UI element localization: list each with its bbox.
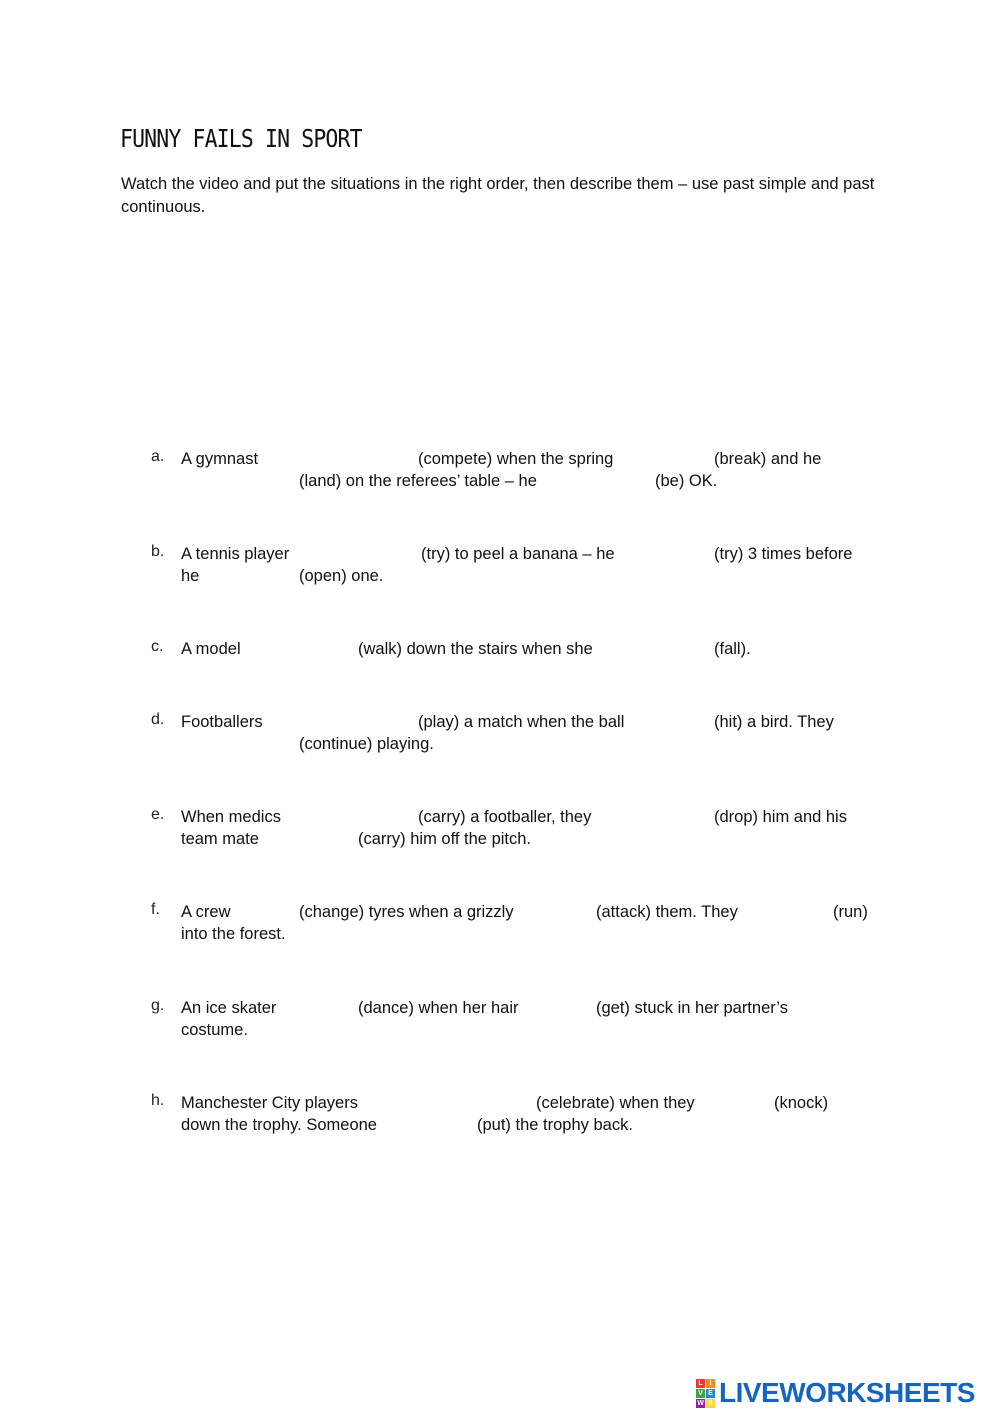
item-text: down the trophy. Someone bbox=[181, 1116, 377, 1134]
item-text: (attack) them. They bbox=[596, 903, 738, 921]
item-text: (land) on the referees’ table – he bbox=[299, 472, 537, 490]
item-text: Footballers bbox=[181, 713, 263, 731]
answer-input[interactable] bbox=[610, 807, 714, 829]
item-text: (try) to peel a banana – he bbox=[421, 545, 615, 563]
answer-input[interactable] bbox=[303, 544, 420, 566]
logo-tile: W bbox=[697, 1399, 704, 1407]
exercise-item-f bbox=[0, 901, 1000, 947]
item-text: (celebrate) when they bbox=[536, 1094, 695, 1112]
item-letter: b. bbox=[151, 543, 165, 560]
item-text: A crew bbox=[181, 903, 231, 921]
item-text: into the forest. bbox=[181, 925, 286, 943]
answer-input[interactable] bbox=[636, 544, 714, 566]
logo-text: LIVEWORKSHEETS bbox=[719, 1377, 975, 1408]
item-text: A gymnast bbox=[181, 450, 259, 468]
answer-input[interactable] bbox=[374, 1093, 536, 1115]
item-text: A model bbox=[181, 640, 241, 658]
answer-input[interactable] bbox=[529, 902, 595, 924]
item-letter: g. bbox=[151, 997, 165, 1014]
item-text: he bbox=[181, 567, 200, 585]
answer-input[interactable] bbox=[616, 639, 714, 661]
item-text: (get) stuck in her partner’s bbox=[596, 999, 788, 1017]
item-text: costume. bbox=[181, 1021, 248, 1039]
item-text: (carry) him off the pitch. bbox=[358, 830, 532, 848]
answer-input[interactable] bbox=[181, 734, 298, 756]
item-text: (try) 3 times before bbox=[714, 545, 853, 563]
instructions: Watch the video and put the situations in the right order, then describe them – use past simple and past continuous. bbox=[121, 175, 875, 216]
item-text: (dance) when her hair bbox=[358, 999, 519, 1017]
answer-input[interactable] bbox=[289, 998, 357, 1020]
answer-input[interactable] bbox=[272, 829, 357, 851]
item-text: (carry) a footballer, they bbox=[418, 808, 592, 826]
item-text: (compete) when the spring bbox=[418, 450, 614, 468]
item-text: (continue) playing. bbox=[299, 735, 434, 753]
item-text: When medics bbox=[181, 808, 281, 826]
answer-input[interactable] bbox=[181, 471, 298, 493]
answer-input[interactable] bbox=[293, 807, 417, 829]
answer-input[interactable] bbox=[712, 1093, 773, 1115]
item-letter: c. bbox=[151, 638, 164, 655]
item-text: An ice skater bbox=[181, 999, 277, 1017]
item-letter: a. bbox=[151, 448, 165, 465]
answer-input[interactable] bbox=[237, 902, 298, 924]
item-letter: e. bbox=[151, 806, 165, 823]
logo-tile: L bbox=[696, 1379, 705, 1388]
item-text: team mate bbox=[181, 830, 259, 848]
item-text: (play) a match when the ball bbox=[418, 713, 625, 731]
item-letter: d. bbox=[151, 711, 165, 728]
answer-input[interactable] bbox=[562, 471, 654, 493]
item-text: (change) tyres when a grizzly bbox=[299, 903, 514, 921]
answer-input[interactable] bbox=[273, 712, 417, 734]
answer-input[interactable] bbox=[651, 712, 714, 734]
logo-tile: I bbox=[706, 1379, 715, 1388]
item-text: (be) OK. bbox=[655, 472, 718, 490]
logo-tile: V bbox=[696, 1389, 705, 1398]
item-text: Manchester City players bbox=[181, 1094, 358, 1112]
exercise-item-g bbox=[0, 997, 1000, 1043]
logo-tile: S bbox=[706, 1399, 715, 1408]
answer-input[interactable] bbox=[205, 566, 298, 588]
item-text: (run) bbox=[833, 903, 868, 921]
item-text: (put) the trophy back. bbox=[477, 1116, 633, 1134]
item-letter: h. bbox=[151, 1092, 165, 1109]
item-letter: f. bbox=[151, 901, 160, 918]
exercise-item-c bbox=[0, 638, 1000, 684]
exercise-item-b bbox=[0, 543, 1000, 589]
answer-input[interactable] bbox=[754, 902, 833, 924]
item-text: (knock) bbox=[774, 1094, 829, 1112]
answer-input[interactable] bbox=[250, 639, 357, 661]
exercise-item-h bbox=[0, 1092, 1000, 1138]
exercise-item-e bbox=[0, 806, 1000, 852]
exercise-item-d bbox=[0, 711, 1000, 757]
item-text: (hit) a bird. They bbox=[714, 713, 834, 731]
worksheet-title: FUNNY FAILS IN SPORT bbox=[120, 124, 362, 153]
item-text: (walk) down the stairs when she bbox=[358, 640, 593, 658]
answer-input[interactable] bbox=[397, 1115, 476, 1137]
item-text: A tennis player bbox=[181, 545, 290, 563]
item-text: (break) and he bbox=[714, 450, 822, 468]
answer-input[interactable] bbox=[535, 998, 595, 1020]
exercise-item-a bbox=[0, 448, 1000, 494]
item-text: (fall). bbox=[714, 640, 751, 658]
answer-input[interactable] bbox=[632, 449, 714, 471]
item-text: (open) one. bbox=[299, 567, 384, 585]
logo-grid-icon bbox=[696, 1379, 715, 1408]
answer-input[interactable] bbox=[268, 449, 417, 471]
item-text: (drop) him and his bbox=[714, 808, 847, 826]
logo-tile: E bbox=[706, 1389, 715, 1398]
liveworksheets-logo bbox=[696, 1376, 975, 1410]
